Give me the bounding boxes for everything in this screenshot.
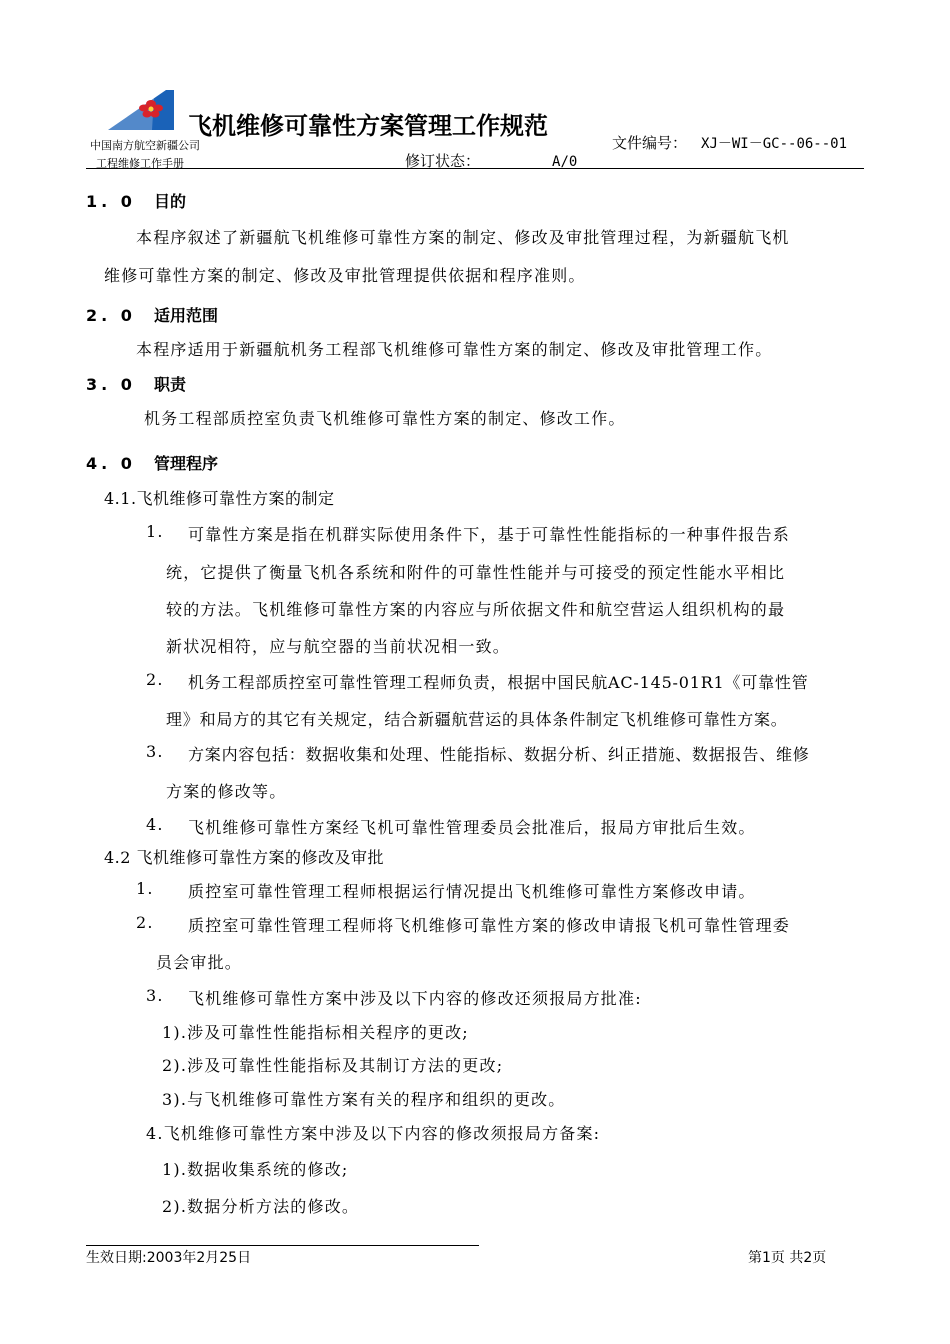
effective-date: 生效日期:2003年2月25日: [86, 1250, 252, 1266]
china-southern-kapok-logo-icon: [104, 84, 176, 132]
list-item-number: 4.: [146, 815, 164, 834]
paragraph: 机务工程部质控室负责飞机维修可靠性方案的制定、修改工作。: [144, 409, 626, 428]
list-item-number: 1.: [136, 879, 154, 898]
list-item-line: 可靠性方案是指在机群实际使用条件下，基于可靠性性能指标的一种事件报告系: [188, 525, 791, 544]
list-item-line: 质控室可靠性管理工程师将飞机维修可靠性方案的修改申请报飞机可靠性管理委: [188, 916, 791, 935]
list-item-line: 新状况相符，应与航空器的当前状况相一致。: [166, 637, 511, 656]
section-heading: 3. 0 职责: [86, 375, 187, 394]
doc-number-label: 文件编号：: [612, 134, 688, 152]
paragraph: 本程序叙述了新疆航飞机维修可靠性方案的制定、修改及审批管理过程，为新疆航飞机: [136, 228, 790, 247]
sub-list-item: 2).数据分析方法的修改。: [162, 1197, 360, 1216]
page-number: 第1页 共2页: [748, 1250, 827, 1266]
section-heading: 4. 0 管理程序: [86, 454, 219, 473]
subsection-title: 4.1.飞机维修可靠性方案的制定: [104, 489, 335, 508]
doc-number: [612, 132, 847, 153]
subsection-title: 4.2 飞机维修可靠性方案的修改及审批: [104, 848, 385, 867]
doc-number-value: XJ－WI－GC--06--01: [701, 136, 848, 152]
list-item-number: 1.: [146, 522, 164, 541]
list-item-number: 3.: [146, 742, 164, 761]
sub-list-item: 3).与飞机维修可靠性方案有关的程序和组织的更改。: [162, 1090, 566, 1109]
section-heading: 2. 0 适用范围: [86, 306, 219, 325]
list-item-number: 3.: [146, 986, 164, 1005]
list-item-line: 较的方法。飞机维修可靠性方案的内容应与所依据文件和航空营运人组织机构的最: [166, 600, 786, 619]
paragraph: 维修可靠性方案的制定、修改及审批管理提供依据和程序准则。: [104, 266, 586, 285]
list-item-number: 2.: [136, 913, 154, 932]
sub-list-item: 1).涉及可靠性性能指标相关程序的更改;: [162, 1023, 469, 1042]
revision-label: 修订状态：: [405, 152, 481, 170]
list-item-line: 理》和局方的其它有关规定，结合新疆航营运的具体条件制定飞机维修可靠性方案。: [166, 710, 788, 729]
sub-list-item: 2).涉及可靠性性能指标及其制订方法的更改;: [162, 1056, 504, 1075]
revision-value: A/0: [552, 154, 578, 170]
company-name: 中国南方航空新疆公司: [90, 139, 200, 152]
document-title: 飞机维修可靠性方案管理工作规范: [188, 112, 548, 140]
sub-list-item: 1).数据收集系统的修改;: [162, 1160, 349, 1179]
paragraph: 本程序适用于新疆航机务工程部飞机维修可靠性方案的制定、修改及审批管理工作。: [136, 340, 773, 359]
list-item-line: 飞机维修可靠性方案中涉及以下内容的修改还须报局方批准:: [188, 989, 642, 1008]
section-heading: 1. 0 目的: [86, 192, 187, 211]
manual-name: 工程维修工作手册: [96, 157, 184, 170]
footer-divider: [86, 1245, 479, 1246]
list-item-line: 员会审批。: [156, 953, 243, 972]
header-divider: [86, 168, 864, 169]
list-item-line: 质控室可靠性管理工程师根据运行情况提出飞机维修可靠性方案修改申请。: [188, 882, 756, 901]
list-item-line: 飞机维修可靠性方案经飞机可靠性管理委员会批准后，报局方审批后生效。: [188, 818, 756, 837]
list-item-number: 2.: [146, 670, 164, 689]
list-item-line: 机务工程部质控室可靠性管理工程师负责，根据中国民航AC-145-01R1《可靠性管: [188, 673, 809, 692]
list-item-line: 方案内容包括：数据收集和处理、性能指标、数据分析、纠正措施、数据报告、维修: [188, 745, 810, 764]
list-item-line: 统，它提供了衡量飞机各系统和附件的可靠性性能并与可接受的预定性能水平相比: [166, 563, 786, 582]
list-item-line: 方案的修改等。: [166, 782, 287, 801]
list-item-line: 4.飞机维修可靠性方案中涉及以下内容的修改须报局方备案:: [146, 1124, 601, 1143]
